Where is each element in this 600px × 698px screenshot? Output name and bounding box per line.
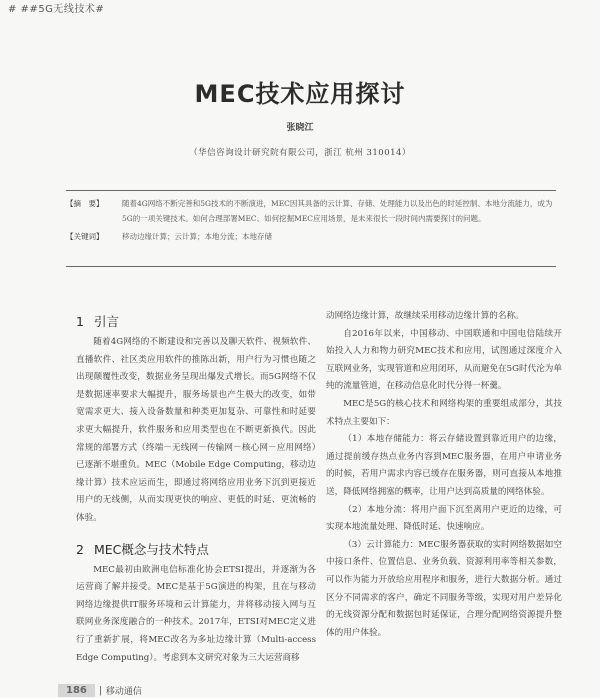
paragraph: MEC最初由欧洲电信标准化协会ETSI提出，并逐渐为各运营商了解并接受。MEC是基于5G演进的构架，且在与移动网络边缘提供IT服务环境和云计算能力，并将移动接入网与互联网业务深度融合的一种技术。2017年，ETSI对MEC定义进行了重新扩展，将MEC改名为多址边缘计算（Multi-access Edge Computing）。考虑到本文研究对象为三大运营商移 bbox=[76, 564, 316, 663]
section-title: 引言 bbox=[94, 314, 120, 329]
section-heading-1 bbox=[76, 312, 316, 332]
abstract-block bbox=[66, 196, 556, 244]
paragraph: 动网络边缘计算，故继续采用移动边缘计算的名称。 bbox=[326, 311, 524, 321]
abstract-row bbox=[66, 196, 556, 226]
right-column bbox=[326, 308, 562, 642]
keywords-text: 移动边缘计算；云计算；本地分流；本地存储 bbox=[122, 232, 272, 241]
abstract-text: 随着4G网络不断完善和5G技术的不断演进，MEC因其具备的云计算、存储、处理能力以及出色的时延控制、本地分流能力，成为5G的一项关键技术。如何合理部署MEC、如何挖掘MEC应用场景，是未来很长一段时间内需要探讨的问题。 bbox=[122, 199, 553, 223]
journal-name: 移动通信 bbox=[105, 687, 142, 697]
running-head: # ##5G无线技术# bbox=[8, 4, 105, 15]
abstract-label: 【摘 要】 bbox=[66, 199, 104, 208]
section-number: 2 bbox=[76, 541, 84, 557]
affiliation: （华信咨询设计研究院有限公司，浙江 杭州 310014） bbox=[189, 148, 411, 158]
paragraph: （3）云计算能力：MEC服务器获取的实时网络数据如空中接口条件、位置信息、业务负载、资源利用率等相关参数，可以作为能力开放给应用程序和服务，进行大数据分析。通过区分不同需求的客户，确定不同服务等级，实现对用户差异化的无线资源分配和数据包时延保证，合理分配网络资源提升整体的用户体验。 bbox=[326, 539, 562, 638]
page-footer bbox=[58, 684, 142, 697]
paragraph: （2）本地分流：将用户面下沉至离用户更近的边缘，可实现本地流量处理、降低时延、快速响应。 bbox=[326, 504, 562, 533]
page-number: 186 bbox=[58, 684, 95, 697]
section-number: 1 bbox=[76, 314, 84, 329]
left-column bbox=[76, 308, 316, 667]
section-heading-2 bbox=[76, 540, 316, 560]
paragraph: MEC是5G的核心技术和网络构架的重要组成部分，其技术特点主要如下： bbox=[326, 398, 562, 427]
paragraph: 自2016年以来，中国移动、中国联通和中国电信陆续开始投入人力和物力研究MEC技术和应用，试图通过深度介入互联网业务，实现管道和应用闭环，从而避免在5G时代沦为单纯的流量管道，在移动信息化时代分得一杯羹。 bbox=[326, 328, 562, 392]
paragraph: （1）本地存储能力：将云存储设置到靠近用户的边缘，通过提前缓存热点业务内容到MEC服务器，在用户申请业务的时候，若用户需求内容已缓存在服务器，则可直接从本地推送，降低网络拥塞的概率，让用户达到高质量的网络体验。 bbox=[326, 434, 562, 497]
footer-separator: | bbox=[98, 685, 102, 696]
section-title: MEC概念与技术特点 bbox=[94, 541, 209, 557]
keywords-label: 【关键词】 bbox=[66, 232, 104, 241]
abstract-top-rule bbox=[66, 190, 556, 191]
keywords-row bbox=[66, 229, 556, 244]
paper-title: MEC技术应用探讨 bbox=[194, 80, 406, 108]
paragraph: 随着4G网络的不断建设和完善以及聊天软件、视频软件、直播软件、社区类应用软件的推陈出新，用户行为习惯也随之出现颠覆性改变，数据业务呈现出爆发式增长。而5G网络不仅是数据速率要求大幅提升，服务场景也产生极大的改变，如带宽需求更大、接入设备数量和种类更加复杂、可靠性和时延要求更大幅提升，软件服务和应用类型也在不断更新换代。因此常规的部署方式（终端－无线网－传输网－核心网－应用网络）已逐渐不堪重负。MEC（Mobile Edge Computing，移动边缘计算）技术应运而生，即通过将网络应用业务下沉到更接近用户的无线侧，从而实现更快的响应、更低的时延、更流畅的体验。 bbox=[76, 337, 316, 523]
author: 张晓江 bbox=[286, 123, 314, 133]
abstract-bottom-rule bbox=[66, 266, 556, 267]
